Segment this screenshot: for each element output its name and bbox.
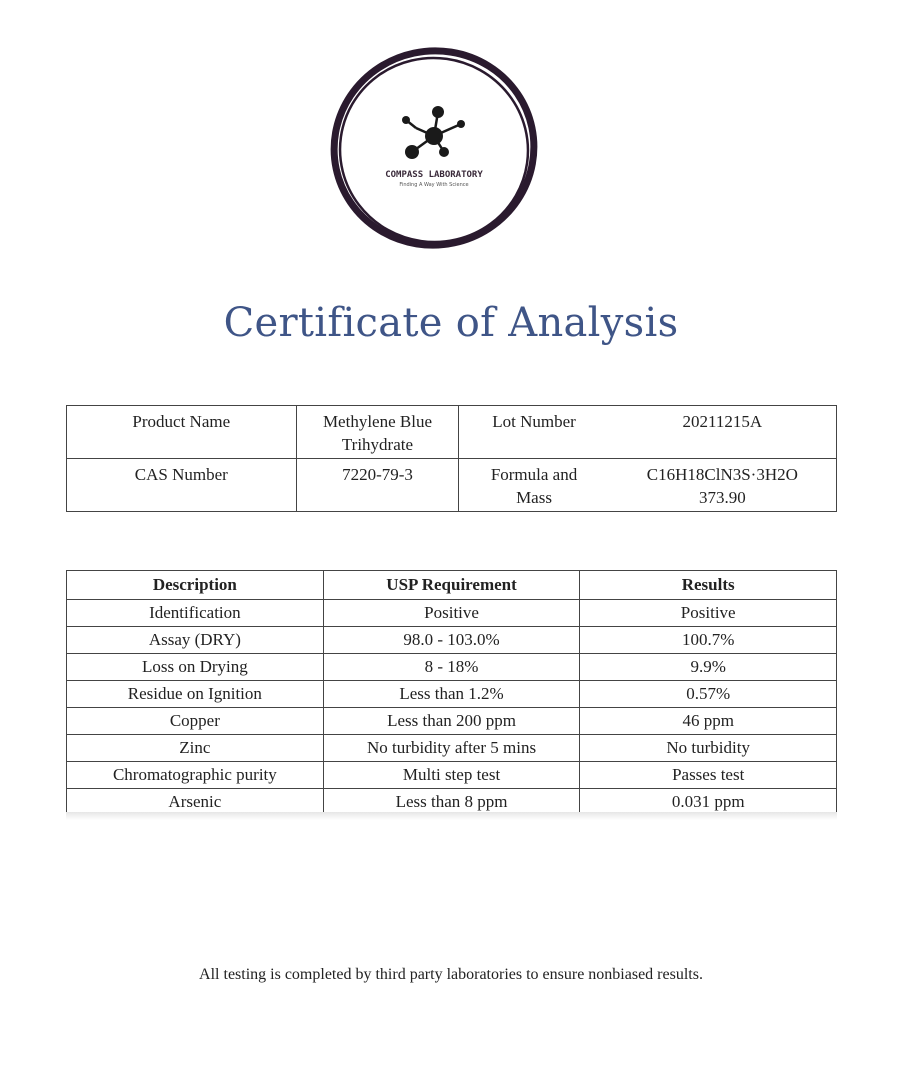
requirement-cell: Less than 1.2% [323, 681, 580, 708]
cas-number-value: 7220-79-3 [296, 459, 459, 512]
company-logo [326, 40, 542, 256]
requirement-cell: Less than 8 ppm [323, 789, 580, 816]
description-cell: Identification [67, 600, 324, 627]
description-cell: Zinc [67, 735, 324, 762]
column-header: Results [580, 571, 837, 600]
result-cell: Passes test [580, 762, 837, 789]
mass: 373.90 [698, 488, 746, 507]
table-row [67, 654, 837, 681]
description-cell: Assay (DRY) [67, 627, 324, 654]
requirement-cell: Positive [323, 600, 580, 627]
description-cell: Arsenic [67, 789, 324, 816]
formula-label-line1: Formula and [490, 465, 578, 484]
table-row [67, 681, 837, 708]
column-header: Description [67, 571, 324, 600]
requirement-cell: 8 - 18% [323, 654, 580, 681]
requirement-cell: 98.0 - 103.0% [323, 627, 580, 654]
table-row [67, 627, 837, 654]
lot-number-value: 20211215A [609, 406, 837, 459]
table-row [67, 762, 837, 789]
description-cell: Loss on Drying [67, 654, 324, 681]
requirement-cell: Multi step test [323, 762, 580, 789]
table-row [67, 600, 837, 627]
formula-label-line2: Mass [516, 488, 552, 507]
result-cell: 46 ppm [580, 708, 837, 735]
requirement-cell: No turbidity after 5 mins [323, 735, 580, 762]
lot-number-label: Lot Number [459, 406, 609, 459]
description-cell: Copper [67, 708, 324, 735]
page-title: Certificate of Analysis [223, 300, 679, 346]
cas-number-label: CAS Number [67, 459, 297, 512]
footer-note: All testing is completed by third party laboratories to ensure nonbiased results. [199, 966, 703, 983]
description-cell: Residue on Ignition [67, 681, 324, 708]
description-cell: Chromatographic purity [67, 762, 324, 789]
formula: C16H18ClN3S·3H2O [646, 465, 798, 484]
product-info-table [66, 405, 837, 512]
product-name-value [296, 406, 459, 459]
formula-value [609, 459, 837, 512]
analysis-results-table [66, 570, 837, 816]
result-cell: 0.031 ppm [580, 789, 837, 816]
result-cell: Positive [580, 600, 837, 627]
molecule-logo-icon [326, 40, 542, 256]
product-name-label: Product Name [67, 406, 297, 459]
product-name-line1: Methylene Blue [322, 412, 432, 431]
product-name-line2: Trihydrate [341, 435, 414, 454]
column-header: USP Requirement [323, 571, 580, 600]
logo-tagline: Finding A Way With Science [399, 182, 469, 188]
table-row [67, 735, 837, 762]
result-cell: 100.7% [580, 627, 837, 654]
result-cell: 0.57% [580, 681, 837, 708]
table-shadow [66, 812, 837, 820]
table-header-row [67, 571, 837, 600]
info-row [67, 406, 837, 459]
formula-label [459, 459, 609, 512]
logo-name: COMPASS LABORATORY [385, 170, 483, 180]
result-cell: No turbidity [580, 735, 837, 762]
table-row [67, 708, 837, 735]
requirement-cell: Less than 200 ppm [323, 708, 580, 735]
info-row [67, 459, 837, 512]
result-cell: 9.9% [580, 654, 837, 681]
